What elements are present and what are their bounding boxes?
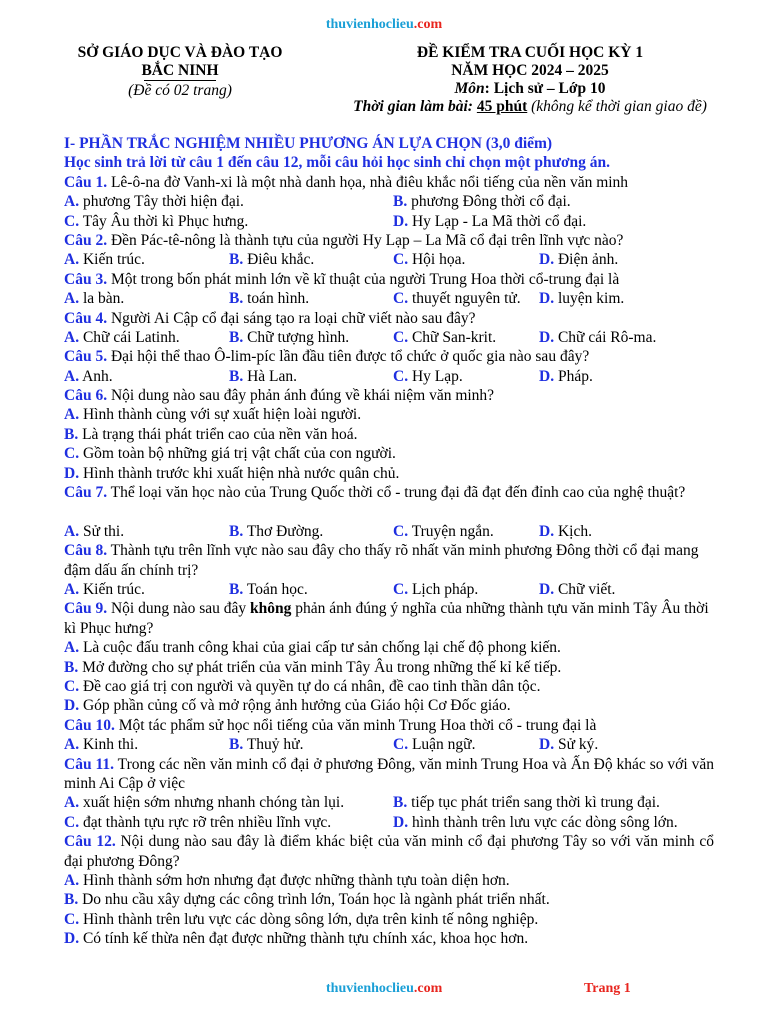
option-text: Thuỷ hử. (246, 736, 304, 754)
option-text: Chữ viết. (557, 581, 616, 599)
option-c (393, 289, 521, 308)
option-d (539, 522, 592, 541)
option-text: phương Đông thời cổ đại. (411, 193, 571, 211)
option-letter: C. (393, 290, 409, 308)
option-letter: D. (393, 813, 409, 831)
option-b (64, 658, 561, 677)
options-row (64, 638, 714, 657)
question-stem (64, 347, 714, 366)
option-letter: A. (64, 367, 80, 385)
options-row (64, 522, 714, 541)
options-row (64, 696, 714, 715)
option-text: đạt thành tựu rực rỡ trên nhiều lĩnh vực. (82, 813, 332, 831)
option-c (393, 328, 496, 347)
option-letter: C. (393, 367, 409, 385)
option-a (64, 250, 145, 269)
question-label: Câu 3. (64, 270, 108, 288)
option-text: Sử ký. (557, 736, 599, 754)
exam-body (64, 134, 714, 948)
question-stem (64, 716, 714, 735)
option-d (393, 212, 586, 231)
option-text: Hình thành cùng với sự xuất hiện loài người. (82, 406, 362, 424)
question-label: Câu 7. (64, 484, 108, 502)
options-row (64, 813, 714, 832)
question-text: Thể loại văn học nào của Trung Quốc thời cổ - trung đại đã đạt đến đỉnh cao của nghệ thuật? (107, 484, 686, 502)
option-a (64, 405, 361, 424)
question-label: Câu 11. (64, 755, 115, 773)
option-letter: B. (229, 522, 244, 540)
question-text: Nội dung nào sau đây (107, 600, 250, 618)
options-row (64, 425, 714, 444)
option-letter: B. (64, 658, 79, 676)
option-letter: D. (64, 464, 80, 482)
option-b (229, 522, 323, 541)
option-letter: A. (64, 406, 80, 424)
option-text: Đề cao giá trị con người và quyền tự do cá nhân, đề cao tinh thần dân tộc. (82, 677, 541, 695)
option-letter: A. (64, 328, 80, 346)
exam-title: ĐỀ KIỂM TRA CUỐI HỌC KỲ 1 (416, 44, 644, 61)
option-c (64, 910, 538, 929)
option-letter: C. (64, 212, 80, 230)
option-text: Kiến trúc. (82, 581, 145, 599)
question-stem (64, 541, 714, 580)
option-text: Chữ San-krit. (411, 328, 497, 346)
option-a (64, 328, 180, 347)
exam-info-block (310, 44, 750, 116)
option-letter: A. (64, 290, 80, 308)
option-letter: B. (229, 581, 244, 599)
option-text: xuất hiện sớm nhưng nhanh chóng tàn lụi. (82, 794, 345, 812)
option-letter: D. (64, 930, 80, 948)
options-row (64, 890, 714, 909)
option-b (229, 735, 303, 754)
question-text: Thành tựu trên lĩnh vực nào sau đây cho thấy rõ nhất văn minh phương Đông thời cổ đại mang đậm dấu ấn chính trị? (64, 542, 699, 579)
option-d (539, 289, 624, 308)
option-text: Kịch. (557, 522, 592, 540)
option-letter: B. (229, 328, 244, 346)
option-text: phương Tây thời hiện đại. (82, 193, 244, 211)
option-letter: A. (64, 522, 80, 540)
option-b (229, 328, 349, 347)
question-text: Lê-ô-na đờ Vanh-xi là một nhà danh họa, nhà điêu khắc nổi tiếng của nền văn minh (107, 173, 629, 191)
question-label: Câu 10. (64, 716, 115, 734)
header-watermark: thuvienhoclieu.com (325, 17, 443, 32)
option-letter: D. (393, 212, 409, 230)
option-d (539, 735, 598, 754)
option-text: Điêu khắc. (247, 251, 315, 269)
question-label: Câu 6. (64, 387, 108, 405)
options-row (64, 464, 714, 483)
option-a (64, 289, 124, 308)
option-text: Là trạng thái phát triển cao của nền văn hoá. (82, 425, 358, 443)
option-a (64, 871, 510, 890)
option-letter: B. (393, 794, 408, 812)
options-row (64, 871, 714, 890)
question-label: Câu 9. (64, 600, 108, 618)
options-row (64, 367, 714, 386)
question-label: Câu 4. (64, 309, 108, 327)
option-b (64, 425, 358, 444)
option-text: la bàn. (82, 290, 125, 308)
option-letter: C. (393, 328, 409, 346)
option-b (229, 289, 309, 308)
option-c (393, 250, 465, 269)
question-stem (64, 755, 714, 794)
option-letter: C. (64, 813, 80, 831)
option-text: Góp phần củng cố và mở rộng ảnh hưởng của Giáo hội Cơ Đốc giáo. (82, 697, 511, 715)
option-letter: B. (229, 367, 244, 385)
option-c (393, 580, 478, 599)
option-text: Luận ngữ. (411, 736, 476, 754)
options-row (64, 192, 714, 211)
option-text: Kinh thi. (82, 736, 139, 754)
option-c (64, 677, 541, 696)
option-text: Toán học. (246, 581, 308, 599)
question-text: Đại hội thể thao Ô-lim-píc lần đầu tiên được tổ chức ở quốc gia nào sau đây? (107, 348, 590, 366)
options-row (64, 793, 714, 812)
option-letter: B. (64, 425, 79, 443)
province-name: BẮC NINH (141, 62, 219, 79)
option-text: Sử thi. (82, 522, 125, 540)
option-letter: D. (539, 581, 555, 599)
option-letter: C. (64, 445, 80, 463)
question-stem (64, 483, 714, 522)
page-number: Trang 1 (584, 981, 631, 996)
school-year: NĂM HỌC 2024 – 2025 (451, 62, 609, 79)
option-text: Truyện ngắn. (411, 522, 494, 540)
option-letter: A. (64, 794, 80, 812)
question-text: phản ánh đúng ý nghĩa của những thành tựu văn minh Tây Âu thời kì Phục hưng? (64, 600, 709, 637)
option-text: Hà Lan. (247, 367, 298, 385)
question-text: Nội dung nào sau đây phản ánh đúng về khái niệm văn minh? (107, 387, 495, 405)
option-b (64, 890, 550, 909)
question-text: Một tác phẩm sử học nổi tiếng của văn minh Trung Hoa thời cổ - trung đại là (114, 716, 597, 734)
option-c (64, 813, 331, 832)
option-a (64, 638, 561, 657)
question-stem (64, 270, 714, 289)
option-text: Tây Âu thời kì Phục hưng. (82, 212, 249, 230)
option-letter: A. (64, 193, 80, 211)
section-title: I- PHẦN TRẮC NGHIỆM NHIỀU PHƯƠNG ÁN LỰA CHỌN (3,0 điểm) (64, 135, 553, 152)
option-letter: A. (64, 251, 80, 269)
question-stem (64, 832, 714, 871)
footer-watermark: thuvienhoclieu.com (326, 981, 443, 996)
option-c (64, 212, 248, 231)
question-text: Đền Pác-tê-nông là thành tựu của người Hy Lạp – La Mã cổ đại trên lĩnh vực nào? (107, 231, 624, 249)
options-row (64, 405, 714, 424)
option-text: Chữ tượng hình. (247, 328, 350, 346)
question-label: Câu 12. (64, 833, 116, 851)
option-letter: D. (539, 736, 555, 754)
options-row (64, 444, 714, 463)
pages-note: (Đề có 02 trang) (128, 82, 232, 99)
option-text: Pháp. (557, 367, 593, 385)
question-label: Câu 8. (64, 542, 108, 560)
option-text: Chữ cái Rô-ma. (557, 328, 657, 346)
option-c (393, 522, 494, 541)
option-b (229, 580, 308, 599)
question-emphasis: không (250, 600, 292, 618)
option-text: Hình thành sớm hơn nhưng đạt được những thành tựu toàn diện hơn. (82, 871, 510, 889)
option-letter: C. (393, 522, 409, 540)
option-text: Hình thành trên lưu vực các dòng sông lớn, dựa trên kinh tế nông nghiệp. (82, 910, 539, 928)
question-stem (64, 173, 714, 192)
option-a (64, 192, 244, 211)
option-d (64, 696, 511, 715)
option-text: Do nhu cầu xây dựng các công trình lớn, Toán học là ngành phát triển nhất. (82, 891, 550, 909)
option-b (393, 793, 660, 812)
option-letter: B. (393, 193, 408, 211)
option-b (393, 192, 571, 211)
header-divider (144, 80, 216, 81)
option-text: Lịch pháp. (411, 581, 479, 599)
option-a (64, 580, 145, 599)
option-text: toán hình. (247, 290, 310, 308)
option-letter: B. (229, 251, 244, 269)
option-letter: D. (64, 697, 80, 715)
option-text: Kiến trúc. (82, 251, 145, 269)
option-letter: D. (539, 251, 555, 269)
option-letter: C. (64, 910, 80, 928)
option-letter: A. (64, 871, 80, 889)
option-letter: D. (539, 522, 555, 540)
option-text: Thơ Đường. (246, 522, 324, 540)
question-stem (64, 309, 714, 328)
options-row (64, 289, 714, 308)
option-d (539, 580, 615, 599)
option-letter: D. (539, 367, 555, 385)
question-text: Trong các nền văn minh cổ đại ở phương Đông, văn minh Trung Hoa và Ấn Độ khác so với văn minh Ai Cập ở việc (64, 755, 714, 792)
option-d (539, 367, 593, 386)
options-row (64, 658, 714, 677)
option-letter: B. (229, 736, 244, 754)
question-text: Nội dung nào sau đây là điểm khác biệt của văn minh cổ đại phương Tây so với văn minh cổ đại phương Đông? (64, 833, 714, 870)
option-text: tiếp tục phát triển sang thời kì trung đại. (411, 794, 660, 812)
question-label: Câu 2. (64, 231, 108, 249)
option-letter: B. (229, 290, 244, 308)
options-row (64, 910, 714, 929)
options-row (64, 580, 714, 599)
option-d (64, 929, 528, 948)
option-c (393, 735, 475, 754)
option-text: Có tính kế thừa nên đạt được những thành tựu chính xác, khoa học hơn. (82, 930, 529, 948)
option-text: Hy Lạp. (411, 367, 463, 385)
option-letter: C. (393, 581, 409, 599)
option-letter: B. (64, 891, 79, 909)
options-row (64, 328, 714, 347)
option-text: luyện kim. (557, 290, 625, 308)
question-stem (64, 386, 714, 405)
section-instruction: Học sinh trả lời từ câu 1 đến câu 12, mỗi câu hỏi học sinh chỉ chọn một phương án. (64, 154, 611, 172)
question-label: Câu 5. (64, 348, 108, 366)
option-letter: A. (64, 581, 80, 599)
option-a (64, 522, 124, 541)
option-text: Hy Lạp - La Mã thời cổ đại. (411, 212, 587, 230)
department-name: SỞ GIÁO DỤC VÀ ĐÀO TẠO (77, 44, 283, 61)
option-b (229, 367, 297, 386)
option-text: thuyết nguyên tử. (411, 290, 521, 308)
option-text: Anh. (82, 367, 113, 385)
option-text: Hội họa. (411, 251, 466, 269)
option-c (64, 444, 396, 463)
option-c (393, 367, 463, 386)
options-row (64, 929, 714, 948)
option-text: Gồm toàn bộ những giá trị vật chất của con người. (82, 445, 396, 463)
question-text: Người Ai Cập cổ đại sáng tạo ra loại chữ viết nào sau đây? (107, 309, 476, 327)
option-letter: D. (539, 290, 555, 308)
option-text: hình thành trên lưu vực các dòng sông lớn. (411, 813, 678, 831)
option-letter: C. (393, 251, 409, 269)
options-row (64, 735, 714, 754)
option-d (539, 250, 618, 269)
department-block (60, 44, 300, 100)
option-letter: A. (64, 639, 80, 657)
option-b (229, 250, 314, 269)
option-text: Chữ cái Latinh. (82, 328, 180, 346)
question-stem (64, 231, 714, 250)
option-a (64, 793, 344, 812)
option-letter: C. (64, 677, 80, 695)
option-d (64, 464, 399, 483)
option-a (64, 735, 138, 754)
question-stem (64, 599, 714, 638)
option-letter: A. (64, 736, 80, 754)
question-text: Một trong bốn phát minh lớn về kĩ thuật của người Trung Hoa thời cổ-trung đại là (107, 270, 620, 288)
option-a (64, 367, 113, 386)
options-row (64, 677, 714, 696)
option-d (539, 328, 656, 347)
option-d (393, 813, 678, 832)
option-letter: C. (393, 736, 409, 754)
time-line: Thời gian làm bài: 45 phút (không kể thời gian giao đề) (353, 98, 707, 115)
option-text: Điện ảnh. (557, 251, 619, 269)
question-label: Câu 1. (64, 173, 108, 191)
options-row (64, 250, 714, 269)
option-text: Mở đường cho sự phát triển của văn minh Tây Âu trong những thế kỉ kế tiếp. (82, 658, 562, 676)
options-row (64, 212, 714, 231)
option-letter: D. (539, 328, 555, 346)
subject-line: Môn: Lịch sử – Lớp 10 (454, 80, 606, 97)
option-text: Là cuộc đấu tranh công khai của giai cấp tư sản chống lại chế độ phong kiến. (82, 639, 561, 657)
option-text: Hình thành trước khi xuất hiện nhà nước quân chủ. (82, 464, 400, 482)
